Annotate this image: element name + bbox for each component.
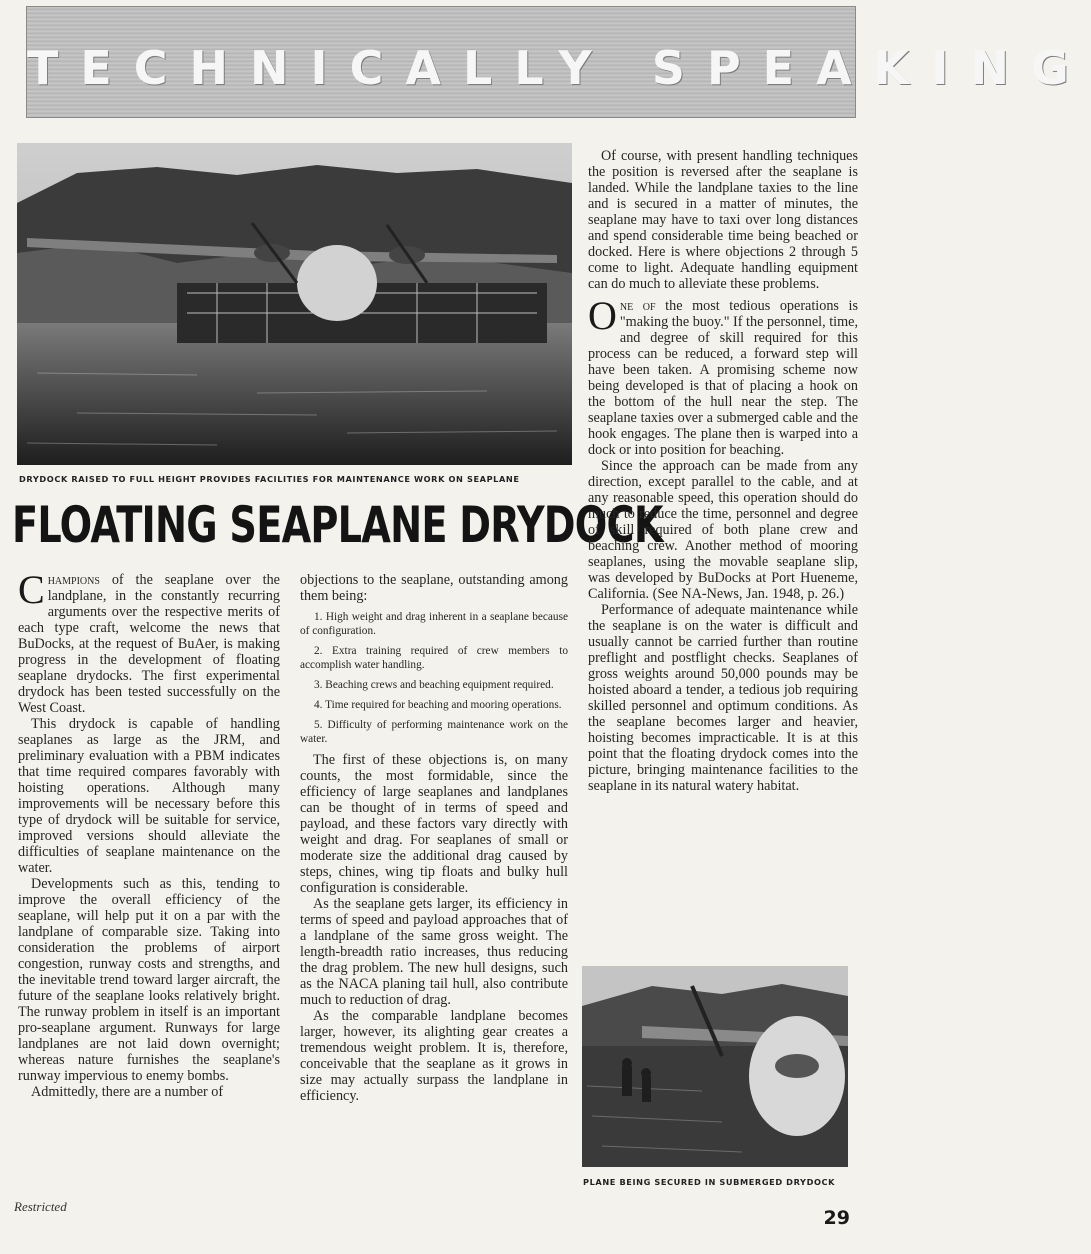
paragraph: objections to the seaplane, outstanding among them being: <box>300 572 568 604</box>
paragraph: As the seaplane gets larger, its efficiency in terms of speed and payload approaches that of a landplane of the same gross weight. The length-breadth ratio increases, thus reducing the drag problem. The new hull designs, such as the NACA planing tail hull, also contribute much to reduction of drag. <box>300 896 568 1008</box>
list-item: 5. Difficulty of performing maintenance work on the water. <box>300 719 568 745</box>
paragraph: As the comparable landplane becomes larger, however, its alighting gear creates a tremendous weight problem. It is, therefore, conceivable that the seaplane as it grows in size may actually surpass the landplane in efficiency. <box>300 1008 568 1104</box>
list-item: 2. Extra training required of crew members to accomplish water handling. <box>300 645 568 671</box>
paragraph-text: the most tedious operations is "making the buoy." If the personnel, time, and degree of skill required for this process can be reduced, a forward step will have been taken. A promising scheme now being developed is that of placing a hook on the bottom of the hull near the step. The seaplane taxies over a submerged cable and the hook engages. The plane then is warped into a dock or into position for beaching. <box>588 298 858 458</box>
secondary-photo <box>582 966 848 1167</box>
page-number: 29 <box>823 1207 850 1229</box>
article-column-2 <box>300 572 568 1104</box>
restricted-label: Restricted <box>14 1199 67 1214</box>
secondary-photo-caption: PLANE BEING SECURED IN SUBMERGED DRYDOCK <box>583 1177 836 1187</box>
paragraph-text: of the seaplane over the landplane, in the constantly recurring arguments over the respective merits of each type craft, welcome the news that BuDocks, at the request of BuAer, is making progress in the development of floating seaplane drydocks. The first experimental drydock has been tested successfully on the West Coast. <box>18 572 280 716</box>
article-column-3 <box>588 148 858 794</box>
paragraph: Developments such as this, tending to improve the overall efficiency of the seaplane, will help put it on a par with the landplane of comparable size. Taking into consideration the problems of airport congestion, runway costs and strengths, and the inevitable trend toward larger aircraft, the future of the seaplane looks relatively bright. The runway problem in itself is an important pro-seaplane argument. Runways for large landplanes are not laid down overnight; whereas nature furnishes the seaplane's runway impervious to enemy bombs. <box>18 876 280 1084</box>
drop-cap: O <box>588 293 617 338</box>
paragraph: Of course, with present handling techniques the position is reversed after the seaplane is landed. While the landplane taxies to the line and is secured in a matter of minutes, the seaplane may have to taxi over long distances and spend considerable time being beached or docked. Here is where objections 2 through 5 come to light. Adequate handling equipment can do much to alleviate these problems. <box>588 148 858 292</box>
main-photo-caption: DRYDOCK RAISED TO FULL HEIGHT PROVIDES FACILITIES FOR MAINTENANCE WORK ON SEAPLANE <box>19 474 520 484</box>
article-headline: FLOATING SEAPLANE DRYDOCK <box>12 496 663 554</box>
header-banner <box>26 6 1091 118</box>
drop-cap: C <box>18 567 45 612</box>
article-column-1 <box>18 567 280 1100</box>
list-item: 4. Time required for beaching and mooring operations. <box>314 699 562 711</box>
paragraph <box>588 293 858 458</box>
list-item: 1. High weight and drag inherent in a seaplane because of configuration. <box>300 611 568 637</box>
main-photo <box>17 143 572 465</box>
list-item: 3. Beaching crews and beaching equipment required. <box>314 679 554 691</box>
paragraph <box>18 567 280 716</box>
paragraph: The first of these objections is, on many counts, the most formidable, since the efficiency of large seaplanes and landplanes can be thought of in terms of speed and payload, and these factors vary directly with weight and drag. For seaplanes of small or moderate size the additional drag caused by steps, chines, wing tip floats and bulky hull configuration is considerable. <box>300 752 568 896</box>
lead-in: ne of <box>619 298 656 314</box>
lead-in: hampions <box>47 572 100 588</box>
paragraph: Since the approach can be made from any direction, except parallel to the cable, and at any reasonable speed, this operation should do much to reduce the time, personnel and degree of skill required of both plane crew and beaching crew. Another method of mooring seaplanes, using the movable seaplane slip, was developed by BuDocks at Port Hueneme, California. (See NA-News, Jan. 1948, p. 26.) <box>588 458 858 602</box>
paragraph: Performance of adequate maintenance while the seaplane is on the water is difficult and usually cannot be carried further than routine preflight and postflight checks. Seaplanes of gross weights around 50,000 pounds may be hoisted aboard a tender, a tedious job requiring skilled personnel and optimum conditions. As the seaplane becomes larger and heavier, hoisting becomes impracticable. It is at this point that the floating drydock comes into the picture, bringing maintenance facilities to the seaplane in its natural watery habitat. <box>588 602 858 794</box>
paragraph: This drydock is capable of handling seaplanes as large as the JRM, and preliminary evaluation with a PBM indicates that time required compares favorably with hoisting operations. Although many improvements will be necessary before this type of drydock will be suitable for service, improved versions should alleviate the difficulties of seaplane maintenance on the water. <box>18 716 280 876</box>
header-title: TECHNICALLY SPEAKING <box>27 41 1091 95</box>
paragraph: Admittedly, there are a number of <box>31 1084 224 1100</box>
